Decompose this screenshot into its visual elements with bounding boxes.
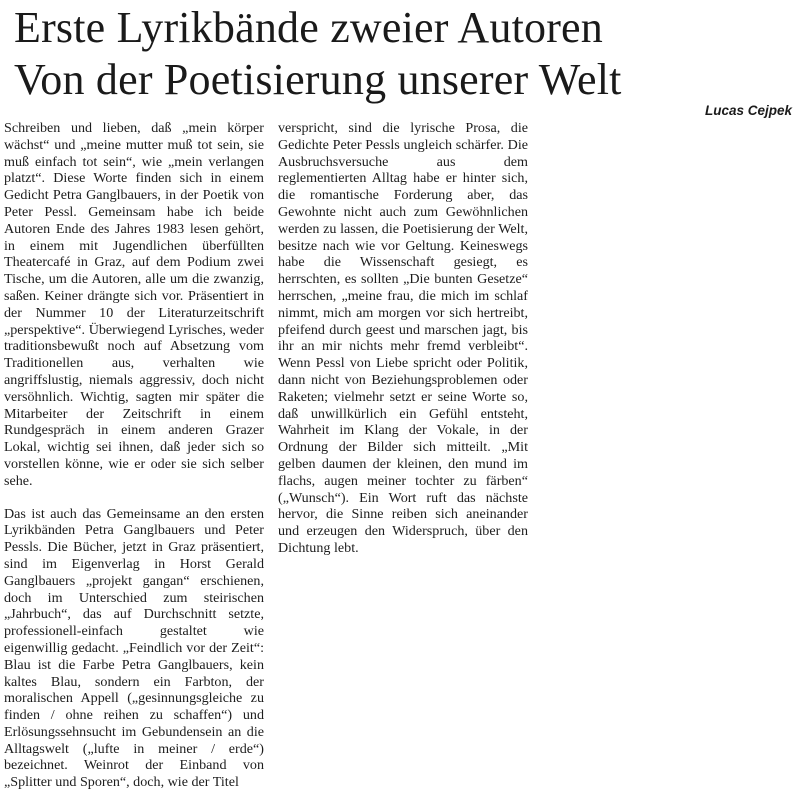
paragraph-1: Schreiben und lieben, daß „mein körper wächst“ und „meine mutter muß tot sein, sie muß einfach tot sein“, wie „mein verlangen platzt“. Diese Worte finden sich in einem Gedicht Petra Ganglbauers, in der Poetik von Peter Pessl. Gemeinsam habe ich beide Autoren Ende des Jahres 1983 lesen gehört, in einem mit Jugendlichen überfüllten Theatercafé in Graz, auf dem Podium zwei Tische, um die Autoren, alle um die zwanzig, saßen. Keiner drängte sich vor. Präsentiert in der Nummer 10 der Literaturzeitschrift „perspektive“. Überwiegend Lyrisches, weder traditionsbewußt noch auf Absetzung vom Traditionellen aus, verhalten wie angriffslustig, niemals aggressiv, doch nicht versöhnlich. Wichtig, sagten mir später die Mitarbeiter der Zeitschrift in einem Rundgespräch in einem anderen Grazer Lokal, wichtig sei ihnen, daß jeder sich so vorstellen könne, wie er oder sie sich selber sehe. — [4, 120, 264, 489]
column-1 — [4, 120, 264, 791]
author-byline: Lucas Cejpek — [704, 103, 792, 119]
column-2 — [278, 120, 528, 557]
headline-line-2: Von der Poetisierung unserer Welt — [14, 55, 622, 104]
paragraph-2-continued: verspricht, sind die lyrische Prosa, die Gedichte Peter Pessls ungleich schärfer. Die Ausbruchsversuche aus dem reglementierten Alltag habe er hinter sich, die romantische Forderung aber, das Gewohnte nicht auch zum Gewöhnlichen werden zu lassen, die Poetisierung der Welt, besitze nach wie vor Geltung. Keineswegs habe die Wissenschaft gesiegt, es herrschten, es sollten „Die bunten Gesetze“ herrschen, „meine frau, die mich im schlaf nimmt, mich am morgen vor sich hertreibt, pfeifend durch geest und marschen jagt, bis ihr an mir nichts mehr fremd verbleibt“. Wenn Pessl von Liebe spricht oder Politik, dann nicht von Beziehungsproblemen oder Raketen; vielmehr setzt er seine Worte so, daß unwillkürlich ein Gefühl entsteht, Wahrheit im Klang der Vokale, in der Ordnung der Bilder sich mitteilt. „Mit gelben daumen der kleinen, den mund im flachs, augen meiner tochter zu färben“ („Wunsch“). Ein Wort ruft das nächste hervor, die Sinne reiben sich aneinander und erzeugen den Widerspruch, über den Dichtung lebt. — [278, 120, 528, 556]
headline-line-1: Erste Lyrikbände zweier Autoren — [14, 3, 603, 52]
paragraph-2-start: Das ist auch das Gemeinsame an den ersten Lyrikbänden Petra Ganglbauers und Peter Pessls. Die Bücher, jetzt in Graz präsentiert, sind im Eigenverlag in Horst Gerald Ganglbauers „projekt gangan“ erschienen, doch im Unterschied zum steirischen „Jahrbuch“, das auf Durchschnitt setzte, professionell-einfach gestaltet wie eigenwillig gedacht. „Feindlich vor der Zeit“: Blau ist die Farbe Petra Ganglbauers, kein kaltes Blau, sondern ein Farbton, der moralischen Appell („gesinnungsgleiche zu finden / ohne reihen zu schaffen“) und Erlösungssehnsucht im Gebundensein an die Alltagswelt („lufte in meiner / erde“) bezeichnet. Weinrot der Einband von „Splitter und Sporen“, doch, wie der Titel — [4, 505, 264, 791]
